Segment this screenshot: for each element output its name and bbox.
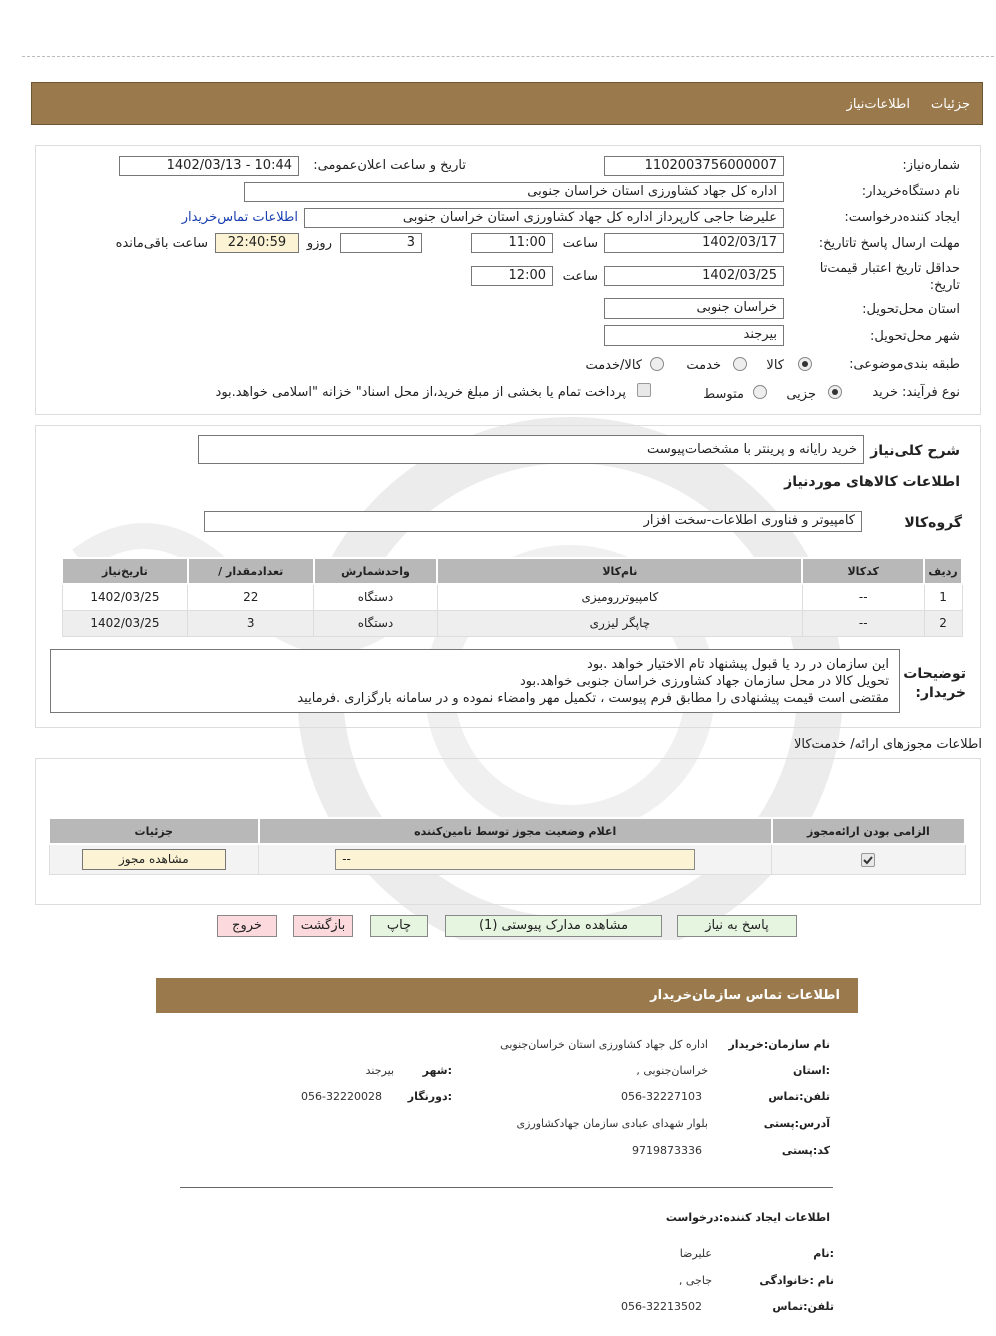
buyer-contact-link[interactable]: اطلاعات تماس‌خریدار xyxy=(181,210,298,225)
buyer-notes-label: توضیحات خریدار: xyxy=(903,666,966,701)
col-unit: واحدشمارش xyxy=(314,558,438,584)
category-label: طبقه بندی‌موضوعی: xyxy=(849,357,960,372)
deadline-time-field: 11:00 xyxy=(471,233,553,253)
contact-org-value: اداره کل جهاد کشاورزی استان خراسان‌جنوبی xyxy=(500,1038,708,1051)
permit-status-cell xyxy=(259,844,772,874)
contact-postal-label: کد:پستی xyxy=(781,1144,830,1157)
buyer-note-line: تحویل کالا در محل سازمان جهاد کشاورزی خراسان جنوبی خواهد.بود xyxy=(520,674,889,689)
exit-button[interactable]: خروج xyxy=(217,915,277,937)
category-goods-label: کالا xyxy=(766,358,784,373)
category-goods-radio[interactable] xyxy=(798,357,812,371)
contact-fax-value: 056-32220028 xyxy=(301,1090,382,1103)
process-label: نوع فرآیند: xyxy=(902,385,960,400)
category-service-label: خدمت xyxy=(686,358,721,373)
goods-table-header xyxy=(62,558,962,584)
col-qty: تعداد‌مقدار / xyxy=(188,558,314,584)
days-field: 3 xyxy=(340,233,422,253)
validity-time-field: 12:00 xyxy=(471,266,553,286)
process-partial-radio[interactable] xyxy=(828,385,842,399)
tab-need-info[interactable]: اطلاعات‌نیاز xyxy=(846,97,910,112)
creator-phone-label: تلفن:تماس xyxy=(772,1300,834,1313)
creator-field: علیرضا جاجی کارپرداز اداره کل جهاد کشاورزی استان خراسان جنوبی xyxy=(304,208,784,228)
print-button[interactable]: چاپ xyxy=(370,915,428,937)
validity-label: حداقل تاریخ اعتبار قیمت‌تا تاریخ: xyxy=(819,261,960,293)
remaining-label: ساعت باقی‌مانده xyxy=(115,236,208,251)
contact-city-value: بیرجند xyxy=(365,1064,394,1077)
cell-unit: دستگاه xyxy=(314,610,438,636)
province-field: خراسان جنوبی xyxy=(604,298,784,319)
buyer-notes-box xyxy=(50,649,900,713)
col-permit-status: اعلام وضعیت مجوز توسط تامین‌کننده xyxy=(259,818,772,844)
need-desc-label: شرح کلی‌نیاز xyxy=(870,443,960,459)
contact-phone-value: 056-32227103 xyxy=(621,1090,702,1103)
process-partial-label: جزیی xyxy=(786,387,816,402)
reply-button[interactable]: پاسخ به نیاز xyxy=(677,915,797,937)
view-permit-button[interactable]: مشاهده مجوز xyxy=(82,849,226,870)
col-date: تاریخ‌نیاز xyxy=(62,558,188,584)
category-both-label: کالا/خدمت xyxy=(585,358,642,373)
goods-group-label: گروه‌کالا xyxy=(904,515,962,531)
cell-code: -- xyxy=(802,610,924,636)
announce-label: تاریخ و ساعت اعلان‌عمومی: xyxy=(313,158,466,173)
contact-province-value: خراسان‌جنوبی , xyxy=(636,1064,708,1077)
contact-org-label: نام سازمان:خریدار xyxy=(728,1038,830,1051)
days-label: روزو xyxy=(306,236,332,251)
table-row xyxy=(49,844,965,874)
creator-name-label: :نام xyxy=(813,1247,834,1260)
cell-date: 1402/03/25 xyxy=(62,610,188,636)
buyer-contact-title: اطلاعات تماس سازمان‌خریدار xyxy=(650,988,840,1003)
treasury-payment-note: پرداخت تمام یا بخشی از مبلغ خرید،از محل اسناد" خزانه "اسلامی خواهد.بود xyxy=(215,385,626,400)
city-field: بیرجند xyxy=(604,325,784,346)
creator-family-label: نام :خانوادگی xyxy=(759,1274,834,1287)
category-both-radio[interactable] xyxy=(650,357,664,371)
permits-title: اطلاعات مجوزهای ارائه/ خدمت‌کالا xyxy=(793,737,982,752)
validity-hour-label: ساعت xyxy=(562,269,598,284)
need-desc-field: خرید رایانه و پرینتر با مشخصات‌پیوست xyxy=(198,435,864,464)
table-row xyxy=(62,610,962,636)
city-label: شهر محل‌تحویل: xyxy=(870,329,960,344)
view-documents-button[interactable]: مشاهده مدارک پیوستی (1) xyxy=(445,915,662,937)
process-buy-label: خرید xyxy=(872,385,898,400)
buyer-note-line: مقتضی است قیمت پیشنهادی را مطابق فرم پیوست ، تکمیل مهر وامضاء نموده و در سامانه بارگزاری .فرمایید xyxy=(297,691,889,706)
contact-postal-value: 9719873336 xyxy=(632,1144,702,1157)
creator-label: ایجاد کننده‌درخواست: xyxy=(844,210,960,225)
buyer-org-field: اداره کل جهاد کشاورزی استان خراسان جنوبی xyxy=(244,182,784,202)
buyer-contact-title-bar xyxy=(156,978,858,1013)
permit-details-cell xyxy=(49,844,259,874)
cell-unit: دستگاه xyxy=(314,584,438,610)
cell-qty: 22 xyxy=(188,584,314,610)
process-medium-label: متوسط xyxy=(703,387,744,402)
goods-table xyxy=(61,557,963,637)
cell-code: -- xyxy=(802,584,924,610)
cell-row: 1 xyxy=(924,584,962,610)
province-label: استان محل‌تحویل: xyxy=(862,302,960,317)
creator-family-value: جاجی , xyxy=(678,1274,712,1287)
table-row xyxy=(62,584,962,610)
col-permit-details: جزئیات xyxy=(49,818,259,844)
contact-divider xyxy=(180,1187,833,1188)
deadline-label: مهلت ارسال پاسخ تا‌تاریخ: xyxy=(818,236,960,251)
treasury-payment-checkbox[interactable] xyxy=(637,383,651,397)
contact-address-value: بلوار شهدای عبادی سازمان جهادکشاورزی xyxy=(516,1117,708,1130)
cell-row: 2 xyxy=(924,610,962,636)
goods-group-field: کامپیوتر و فناوری اطلاعات-سخت افزار xyxy=(204,511,862,532)
permit-required-cell xyxy=(772,844,965,874)
category-service-radio[interactable] xyxy=(733,357,747,371)
remaining-time-field: 22:40:59 xyxy=(215,233,299,253)
cell-date: 1402/03/25 xyxy=(62,584,188,610)
cell-name: چاپگر لیزری xyxy=(437,610,802,636)
announce-field: 1402/03/13 - 10:44 xyxy=(119,156,299,176)
creator-info-title: اطلاعات ایجاد کننده:درخواست xyxy=(665,1211,830,1224)
goods-info-title: اطلاعات کالاهای موردنیاز xyxy=(784,474,960,490)
deadline-date-field: 1402/03/17 xyxy=(604,233,784,253)
col-name: نام‌کالا xyxy=(437,558,802,584)
creator-phone-value: 056-32213502 xyxy=(621,1300,702,1313)
permit-status-field: -- xyxy=(335,849,695,870)
back-button[interactable]: بازگشت xyxy=(293,915,353,937)
col-permit-required: الزامی بودن ارائه‌مجوز xyxy=(772,818,965,844)
process-medium-radio[interactable] xyxy=(753,385,767,399)
buyer-org-label: نام دستگاه‌خریدار: xyxy=(861,184,960,199)
buyer-note-line: این سازمان در رد یا قبول پیشنهاد تام الاختیار خواهد .بود xyxy=(587,657,889,672)
tab-details[interactable]: جزئیات xyxy=(931,97,970,112)
contact-fax-label: :دورنگار xyxy=(407,1090,452,1103)
deadline-hour-label: ساعت xyxy=(562,236,598,251)
contact-phone-label: تلفن:تماس xyxy=(768,1090,830,1103)
validity-date-field: 1402/03/25 xyxy=(604,266,784,286)
need-number-label: شماره‌نیاز: xyxy=(902,158,960,173)
creator-name-value: علیرضا xyxy=(679,1247,712,1260)
contact-address-label: آدرس:پستی xyxy=(763,1117,830,1130)
contact-city-label: :شهر xyxy=(422,1064,452,1077)
cell-name: کامپیوتررومیزی xyxy=(437,584,802,610)
permits-table-header xyxy=(49,818,965,844)
details-title-bar xyxy=(31,82,983,125)
need-number-field: 1102003756000007 xyxy=(604,156,784,176)
top-divider xyxy=(22,56,994,57)
permit-required-checkbox[interactable] xyxy=(861,853,875,867)
cell-qty: 3 xyxy=(188,610,314,636)
col-code: کدکالا xyxy=(802,558,924,584)
contact-province-label: :استان xyxy=(793,1064,830,1077)
col-row: ردیف xyxy=(924,558,962,584)
permits-table xyxy=(48,817,966,875)
